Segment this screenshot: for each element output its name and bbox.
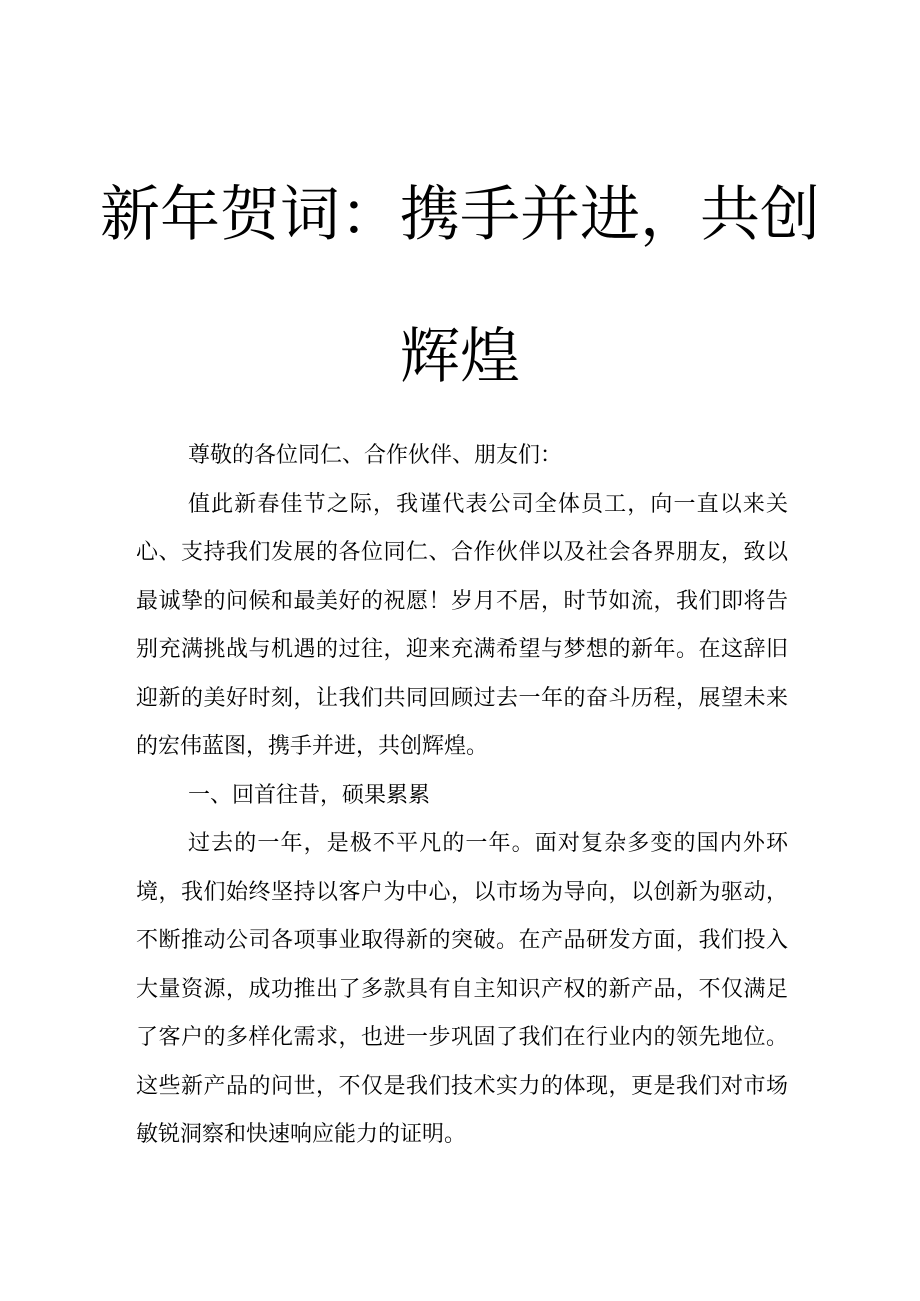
review-paragraph: 过去的一年，是极不平凡的一年。面对复杂多变的国内外环境，我们始终坚持以客户为中心，以市场为导向，以创新为驱动，不断推动公司各项事业取得新的突破。在产品研发方面，我们投入大量资源，成功推出了多款具有自主知识产权的新产品，不仅满足了客户的多样化需求，也进一步巩固了我们在行业内的领先地位。这些新产品的问世，不仅是我们技术实力的体现，更是我们对市场敏锐洞察和快速响应能力的证明。 [136,831,788,1147]
document-title-line-1: 新年贺词：携手并进，共创 [100,180,820,250]
document-title-line-2: 辉煌 [400,322,520,392]
section-heading: 一、回首往昔，硕果累累 [188,782,431,808]
salutation-paragraph: 尊敬的各位同仁、合作伙伴、朋友们： [188,443,563,468]
document-body [136,432,788,1160]
intro-paragraph: 值此新春佳节之际，我谨代表公司全体员工，向一直以来关心、支持我们发展的各位同仁、合作伙伴以及社会各界朋友，致以最诚挚的问候和最美好的祝愿！岁月不居，时节如流，我们即将告别充满挑战与机遇的过往，迎来充满希望与梦想的新年。在这辞旧迎新的美好时刻，让我们共同回顾过去一年的奋斗历程，展望未来的宏伟蓝图，携手并进，共创辉煌。 [136,491,788,759]
